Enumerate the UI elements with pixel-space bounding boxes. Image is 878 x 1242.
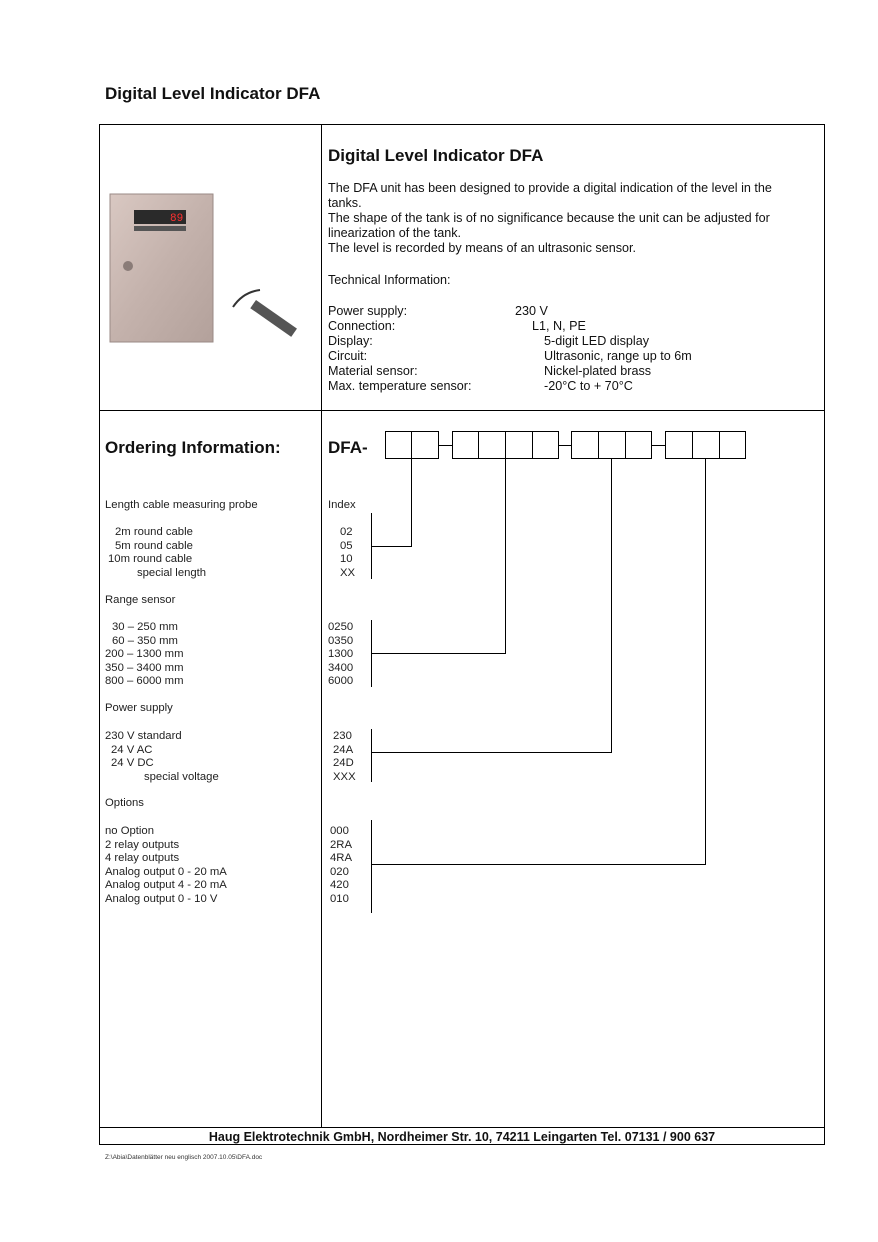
footer-divider bbox=[99, 1127, 825, 1128]
spec-labels bbox=[328, 304, 472, 394]
group-codes bbox=[328, 621, 353, 689]
description-line: The shape of the tank is of no significance because the unit can be adjusted for linearization of the tank. bbox=[328, 211, 770, 240]
code-divider bbox=[692, 431, 693, 459]
option-code: 24D bbox=[333, 757, 354, 769]
option-code: 2RA bbox=[330, 838, 352, 851]
option-code: 4RA bbox=[330, 852, 352, 864]
leader-line bbox=[505, 459, 506, 654]
description-line: The level is recorded by means of an ultrasonic sensor. bbox=[328, 241, 637, 255]
leader-line bbox=[705, 459, 706, 865]
group-descriptions bbox=[105, 730, 219, 784]
option-desc: 24 V DC bbox=[111, 757, 154, 769]
spec-label: Max. temperature sensor: bbox=[328, 379, 472, 393]
file-path-footnote: Z:\Abia\Datenblätter neu englisch 2007.10.05\DFA.doc bbox=[105, 1154, 263, 1161]
group-heading: Power supply bbox=[105, 702, 173, 714]
option-desc: 30 – 250 mm bbox=[112, 621, 178, 633]
company-footer: Haug Elektrotechnik GmbH, Nordheimer Str. 10, 74211 Leingarten Tel. 07131 / 900 637 bbox=[208, 1130, 716, 1144]
group-heading: Length cable measuring probe bbox=[105, 499, 258, 511]
option-code: 3400 bbox=[328, 661, 354, 674]
group-heading: Range sensor bbox=[105, 594, 176, 606]
option-desc: special voltage bbox=[144, 770, 219, 783]
spec-value: Ultrasonic, range up to 6m bbox=[544, 349, 692, 363]
code-divider bbox=[625, 431, 626, 459]
option-code: 10 bbox=[340, 553, 353, 565]
option-code: 0350 bbox=[328, 634, 354, 647]
option-desc: 4 relay outputs bbox=[105, 852, 180, 864]
code-field-length bbox=[385, 431, 439, 459]
group-descriptions bbox=[105, 621, 184, 689]
option-code: 24A bbox=[333, 743, 354, 756]
group-bracket bbox=[371, 729, 372, 782]
box-title: Digital Level Indicator DFA bbox=[328, 146, 544, 165]
option-desc: 2 relay outputs bbox=[105, 838, 180, 851]
code-divider bbox=[598, 431, 599, 459]
group-bracket bbox=[371, 820, 372, 913]
group-bracket bbox=[371, 620, 372, 687]
spec-values bbox=[515, 304, 692, 394]
leader-line bbox=[371, 752, 612, 753]
spec-value: 5-digit LED display bbox=[544, 334, 649, 348]
group-descriptions bbox=[105, 825, 227, 906]
code-connector bbox=[652, 445, 665, 446]
device-led-readout: 89 bbox=[170, 213, 184, 225]
leader-line bbox=[371, 546, 412, 547]
code-divider bbox=[532, 431, 533, 459]
code-field-power bbox=[571, 431, 652, 459]
option-code: 230 bbox=[333, 730, 352, 742]
section-divider bbox=[99, 410, 825, 411]
option-desc: Analog output 0 - 20 mA bbox=[105, 865, 227, 878]
option-desc: 350 – 3400 mm bbox=[105, 661, 184, 674]
option-code: XXX bbox=[333, 770, 356, 783]
spec-label: Power supply: bbox=[328, 304, 408, 318]
code-connector bbox=[559, 445, 571, 446]
code-divider bbox=[411, 431, 412, 459]
option-code: 010 bbox=[330, 892, 349, 905]
group-bracket bbox=[371, 513, 372, 579]
group-codes bbox=[333, 730, 356, 784]
spec-label: Connection: bbox=[328, 319, 396, 333]
option-desc: 5m round cable bbox=[115, 539, 193, 552]
option-code: 05 bbox=[340, 539, 353, 552]
option-desc: special length bbox=[137, 566, 207, 579]
option-desc: 24 V AC bbox=[111, 743, 153, 756]
option-code: 02 bbox=[340, 526, 353, 538]
option-desc: Analog output 0 - 10 V bbox=[105, 892, 218, 905]
technical-title: Technical Information: bbox=[328, 273, 451, 287]
option-code: 1300 bbox=[328, 648, 354, 660]
option-desc: no Option bbox=[105, 825, 154, 837]
leader-line bbox=[611, 459, 612, 753]
group-codes bbox=[330, 825, 352, 906]
option-desc: 230 V standard bbox=[105, 730, 182, 742]
spec-label: Display: bbox=[328, 334, 373, 348]
spec-value: Nickel-plated brass bbox=[544, 364, 652, 378]
leader-line bbox=[371, 864, 706, 865]
option-desc: Analog output 4 - 20 mA bbox=[105, 879, 227, 891]
spec-value: 230 V bbox=[515, 304, 548, 318]
option-desc: 10m round cable bbox=[108, 553, 193, 565]
code-connector bbox=[439, 445, 452, 446]
spec-label: Circuit: bbox=[328, 349, 368, 363]
code-divider bbox=[719, 431, 720, 459]
description bbox=[328, 181, 808, 256]
code-divider bbox=[478, 431, 479, 459]
group-descriptions bbox=[105, 526, 206, 580]
ordering-title: Ordering Information: bbox=[105, 438, 281, 457]
index-label: Index bbox=[328, 499, 356, 511]
group-heading: Options bbox=[105, 797, 144, 809]
option-code: 020 bbox=[330, 865, 349, 878]
product-photo bbox=[108, 190, 314, 350]
description-line: The DFA unit has been designed to provide a digital indication of the level in the tanks. bbox=[328, 181, 772, 210]
group-codes bbox=[340, 526, 355, 580]
option-desc: 2m round cable bbox=[115, 526, 193, 538]
option-desc: 800 – 6000 mm bbox=[105, 675, 184, 687]
leader-line bbox=[411, 459, 412, 547]
option-code: 000 bbox=[330, 825, 349, 837]
code-divider bbox=[505, 431, 506, 459]
option-code: XX bbox=[340, 566, 356, 579]
option-code: 0250 bbox=[328, 621, 354, 633]
option-code: 420 bbox=[330, 879, 349, 891]
spec-value: -20°C to + 70°C bbox=[544, 379, 633, 393]
column-divider bbox=[321, 124, 322, 1127]
leader-line bbox=[371, 653, 506, 654]
spec-label: Material sensor: bbox=[328, 364, 418, 378]
spec-value: L1, N, PE bbox=[532, 319, 586, 333]
page-title: Digital Level Indicator DFA bbox=[105, 84, 321, 103]
option-desc: 200 – 1300 mm bbox=[105, 648, 184, 660]
option-desc: 60 – 350 mm bbox=[112, 634, 178, 647]
option-code: 6000 bbox=[328, 675, 354, 687]
code-field-options bbox=[665, 431, 746, 459]
order-code-prefix: DFA- bbox=[328, 438, 368, 457]
